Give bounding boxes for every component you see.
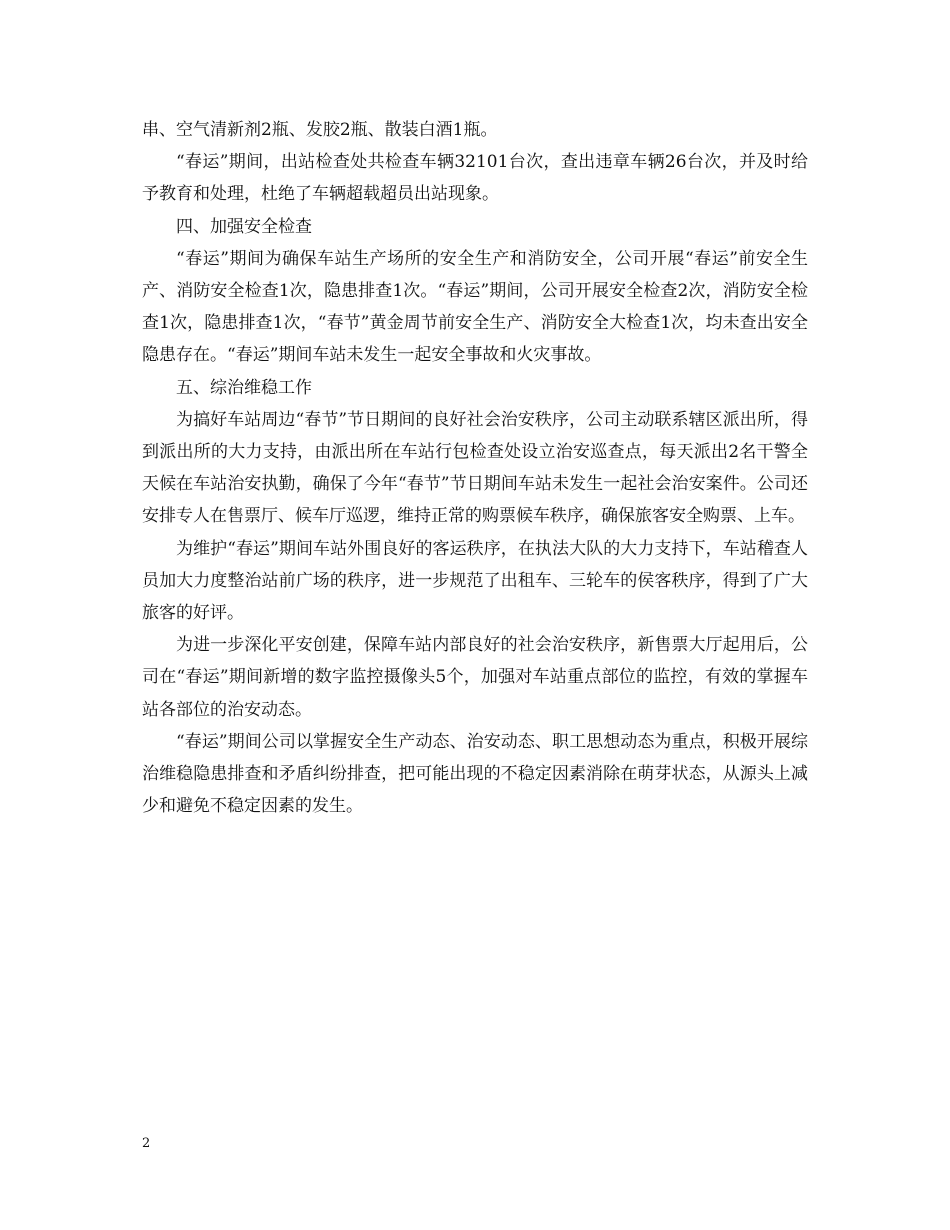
section-heading-stability-work: 五、综治维稳工作 <box>176 377 312 398</box>
paragraph-external-order: 为维护“春运”期间车站外围良好的客运秩序，在执法大队的大力支持下，车站稽查人员加大力度整治站前广场的秩序，进一步规范了出租车、三轮车的侯客秩序，得到了广大旅客的好评。 <box>142 538 808 624</box>
page-number: 2 <box>142 1136 151 1151</box>
document-body <box>142 114 808 822</box>
paragraph-surveillance-cameras: 为进一步深化平安创建，保障车站内部良好的社会治安秩序，新售票大厅起用后，公司在“春运”期间新增的数字监控摄像头5个，加强对车站重点部位的监控，有效的掌握车站各部位的治安动态。 <box>142 635 808 720</box>
paragraph-vehicle-inspection: “春运”期间，出站检查处共检查车辆32101台次，查出违章车辆26台次，并及时给予教育和处理，杜绝了车辆超载超员出站现象。 <box>142 152 808 205</box>
paragraph-safety-inspection: “春运”期间为确保车站生产场所的安全生产和消防安全，公司开展“春运”前安全生产、消防安全检查1次，隐患排查1次。“春运”期间，公司开展安全检查2次，消防安全检查1次，隐患排查1次，“春节”黄金周节前安全生产、消防安全大检查1次，均未查出安全隐患存在。“春运”期间车站未发生一起安全事故和火灾事故。 <box>142 248 808 366</box>
section-heading-safety-inspection: 四、加强安全检查 <box>176 216 312 237</box>
paragraph-continuation: 串、空气清新剂2瓶、发胶2瓶、散装白酒1瓶。 <box>142 120 498 140</box>
paragraph-police-cooperation: 为搞好车站周边“春节”节日期间的良好社会治安秩序，公司主动联系辖区派出所，得到派出所的大力支持，由派出所在车站行包检查处设立治安巡查点，每天派出2名干警全天候在车站治安执勤，确保了今年“春节”节日期间车站未发生一起社会治安案件。公司还安排专人在售票厅、候车厅巡逻，维持正常的购票候车秩序，确保旅客安全购票、上车。 <box>142 409 808 527</box>
paragraph-risk-screening: “春运”期间公司以掌握安全生产动态、治安动态、职工思想动态为重点，积极开展综治维稳隐患排查和矛盾纠纷排查，把可能出现的不稳定因素消除在萌芽状态，从源头上减少和避免不稳定因素的发生。 <box>142 731 808 817</box>
